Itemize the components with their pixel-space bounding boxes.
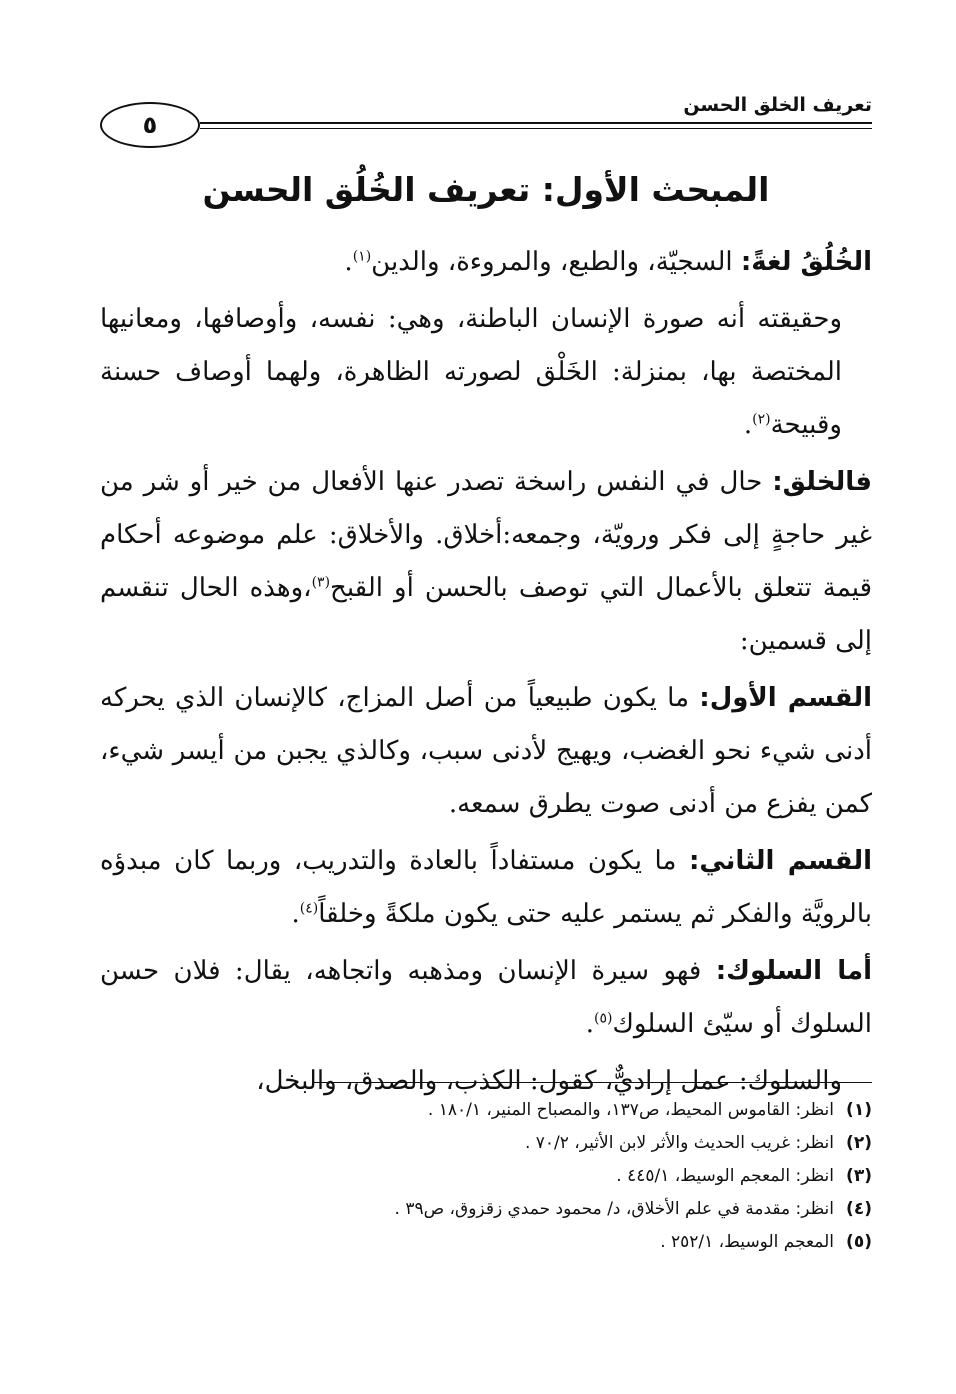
footnote [100,1193,872,1226]
footnote-text: انظر: المعجم الوسيط، ٤٤٥/١ . [616,1166,834,1186]
footnote-number: (٥) [846,1232,872,1252]
paragraph-tail: . [585,1009,595,1039]
paragraph-tail: ،وهذه الحال تنقسم إلى قسمين: [100,573,872,656]
footnote-number: (٤) [846,1199,872,1219]
paragraph [100,835,872,941]
footnote-separator [312,1082,872,1083]
running-header [100,92,872,152]
footnote [100,1094,872,1127]
footnote-text: انظر: غريب الحديث والأثر لابن الأثير، ٧٠/٢ . [524,1133,834,1153]
paragraph-term: أما السلوك: [715,956,872,986]
paragraph [100,293,872,452]
footnote-number: (٣) [846,1166,872,1186]
running-header-title: تعريف الخلق الحسن [683,94,872,116]
paragraph [100,236,872,289]
footnote [100,1127,872,1160]
paragraph-term: القسم الثاني: [688,846,872,876]
footnote-marker: (٤) [299,900,319,917]
section-title: المبحث الأول: تعريف الخُلُق الحسن [202,170,770,209]
footnote-marker: (٥) [594,1010,613,1027]
paragraph-text: وحقيقته أنه صورة الإنسان الباطنة، وهي: نفسه، وأوصافها، ومعانيها المختصة بها، بمنزلة: الخَلْق لصورته الظاهرة، ولهما أوصاف حسنة وقبيحة [100,304,842,440]
footnote-number: (٢) [846,1133,872,1153]
footnote-number: (١) [846,1100,872,1120]
paragraph [100,672,872,831]
footnote-text: انظر: مقدمة في علم الأخلاق، د/ محمود حمدي زقزوق، ص٣٩ . [394,1199,834,1219]
footnote [100,1226,872,1259]
paragraph-tail: . [291,899,300,929]
footnote [100,1160,872,1193]
footnote-text: انظر: القاموس المحيط، ص١٣٧، والمصباح المنير، ١٨٠/١ . [427,1100,834,1120]
page-number: ٥ [100,102,200,148]
footnote-text: المعجم الوسيط، ٢٥٢/١ . [660,1232,834,1252]
body-text [100,236,872,1112]
paragraph-tail: . [344,247,353,277]
paragraph-text: والسلوك: عمل إراديٌّ، كقول: الكذب، والصدق، والبخل، [256,1066,842,1096]
footnote-marker: (١) [352,248,372,265]
header-rule-thin [200,128,872,129]
paragraph-term: القسم الأول: [699,683,872,713]
paragraph [100,456,872,668]
footnote-marker: (٢) [752,411,771,428]
paragraph-term: الخُلُقُ لغةً: [740,247,872,277]
paragraph-text: ما يكون مستفاداً بالعادة والتدريب، وربما كان مبدؤه بالرويَّة والفكر ثم يستمر عليه حتى يكون ملكةً وخلقاً [100,846,872,929]
paragraph-text: حال في النفس راسخة تصدر عنها الأفعال من خير أو شر من غير حاجةٍ إلى فكر ورويّة، وجمعه:أخلاق. والأخلاق: علم موضوعه أحكام قيمة تتعلق بالأعمال التي توصف بالحسن أو القبح [100,467,873,603]
paragraph-text: فهو سيرة الإنسان ومذهبه واتجاهه، يقال: فلان حسن السلوك أو سيّئ السلوك [100,956,872,1039]
paragraph-term: فالخلق: [772,467,872,497]
paragraph [100,945,872,1051]
paragraph-text: السجيّة، والطبع، والمروءة، والدين [371,247,741,277]
paragraph-tail: . [743,410,753,440]
footnote-marker: (٣) [311,574,331,591]
header-rule [200,122,872,124]
footnotes [100,1094,872,1259]
paragraph-text: ما يكون طبيعياً من أصل المزاج، كالإنسان الذي يحركه أدنى شيء نحو الغضب، ويهيج لأدنى سبب، وكالذي يجبن من أيسر شيء، كمن يفزع من أدنى صوت يطرق سمعه. [100,683,872,819]
